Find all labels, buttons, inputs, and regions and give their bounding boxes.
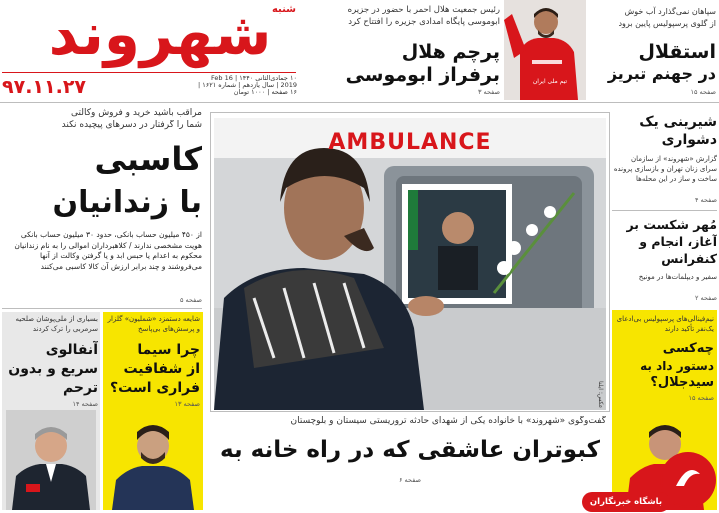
bottom-left-page: صفحه ۱۴ <box>72 400 98 408</box>
top-right-teaser <box>504 0 719 100</box>
top-middle-teaser <box>312 0 504 100</box>
bottom-mid-headline-2: از شفافیت <box>123 361 200 377</box>
lead-body: از ۴۵۰ میلیون حساب بانکی، حدود ۳۰ میلیون حساب بانکی هویت مشخصی ندارند / کلاهبرداران اموالی را به نام زندانیان محکوم به اعدام یا حبس ابد و یا گرفتن وکالت از آنها می‌فروشند و چند برابر ارزش آن کالا کاسبی می‌کنند <box>14 230 202 271</box>
bottom-left-headline-3: ترحم <box>62 380 98 396</box>
masthead-rule <box>2 72 296 73</box>
bottom-mid-story <box>103 312 203 510</box>
masthead <box>0 0 300 100</box>
photo-credit: عکس: ایلنا <box>597 380 604 408</box>
top-right-kicker-2: از گلوی پرسپولیس پایین برود <box>618 19 716 28</box>
right-story2-page: صفحه ۲ <box>694 294 717 302</box>
right-story1-body: گزارش «شهروند» از سازمان سرای زنان تهران و بازسازی پرونده ساخت و ساز در این محله‌ها <box>613 155 717 183</box>
right-story3-page: صفحه ۱۵ <box>688 394 714 402</box>
top-right-headline-2: در جهنم تبریز <box>607 64 716 83</box>
bottom-left-headline-2: سریع و بدون <box>8 361 98 377</box>
right-story3-kicker: نیم‌فینالی‌های پرسپولیس بی‌ادعای یک‌نفر تأکید دارند <box>616 315 714 333</box>
bottom-left-headline-1: آنفالوی <box>45 342 98 358</box>
bottom-mid-page: صفحه ۱۳ <box>174 400 200 408</box>
lead-headline-1: کاسبی <box>94 140 202 178</box>
right-story2-headline-1: مُهر شکست بر <box>626 217 717 232</box>
right-story3-headline-1: چه‌کسی <box>662 341 714 356</box>
right-story3-headline-3: سیدجلال؟ <box>650 375 714 390</box>
lead-page: صفحه ۵ <box>179 296 202 304</box>
ambulance-text: AMBULANCE <box>328 130 492 155</box>
bottom-mid-headline-3: فراری است؟ <box>110 380 200 396</box>
right-story2-headline-2: آغاز، انجام و <box>639 234 717 249</box>
right-story2-headline-3: کنفرانس <box>661 251 717 266</box>
right-story1-page: صفحه ۴ <box>694 196 717 204</box>
main-page: صفحه ۶ <box>398 476 422 484</box>
right-story3-headline-2: دستور داد به <box>640 359 714 373</box>
newspaper-logo: شهروند <box>48 0 272 68</box>
watermark-label: باشگاه خبرنگاران <box>589 497 663 507</box>
top-right-kicker-1: سپاهان نمی‌گذارد آب خوش <box>624 7 716 16</box>
top-middle-page: صفحه ۳ <box>477 88 500 96</box>
left-column <box>0 100 205 513</box>
right-story1-headline-2: دشواری <box>661 132 717 148</box>
lead-kicker-1: مراقب باشید خرید و فروش وکالتی <box>71 108 202 118</box>
coach-portrait-icon <box>6 410 96 510</box>
top-right-page: صفحه ۱۵ <box>690 88 716 96</box>
top-middle-kicker: رئیس جمعیت هلال احمر با حضور در جزیره ابوموسی پایگاه امدادی جزیره را افتتاح کرد <box>347 5 500 27</box>
main-caption-kicker: گفت‌وگوی «شهروند» با خانواده یکی از شهدای حادثه تروریستی سیستان و بلوچستان <box>290 416 606 426</box>
ambulance-scene-icon <box>214 118 606 410</box>
actor-portrait-icon <box>108 410 198 510</box>
weekday-label: شنبه <box>271 4 296 15</box>
main-photo <box>214 118 606 410</box>
top-middle-headline-2: برفراز ابوموسی <box>345 64 500 86</box>
main-headline: کبوتران عاشقی که در راه خانه به <box>220 437 600 463</box>
top-middle-headline-1: پرچم هلال <box>401 41 500 63</box>
issue-date-number: ۹۷.۱۱.۲۷ <box>2 76 87 98</box>
jersey-text: تیم ملی ایران <box>532 78 568 85</box>
bottom-left-kicker: بسیاری از ملی‌پوشان صلحیه سرمربی را ترک کردند <box>15 315 98 333</box>
bottom-mid-headline-1: چرا سیما <box>137 342 200 358</box>
bottom-left-story <box>2 312 100 510</box>
left-divider <box>2 308 202 309</box>
top-right-headline-1: استقلال <box>638 41 716 63</box>
lead-headline-2: با زندانیان <box>52 185 202 220</box>
football-player-photo <box>504 0 586 100</box>
right-story2-body: سفیر و دیپلمات‌ها در مونیخ <box>638 273 717 281</box>
right-story1-headline-1: شیرینی یک <box>639 114 717 130</box>
bottom-mid-kicker: شایعه دستمزد «شملیون» گلزار و پرسش‌های بی‌پاسخ <box>107 315 200 333</box>
lead-kicker-2: شما را گرفتار در دسرهای پیچیده نکند <box>61 120 202 130</box>
right-divider-1 <box>612 210 717 211</box>
dateline: ۱۰ جمادی‌الثانی ۱۴۴۰ | 16 Feb 2019 | سال یازدهم | شماره ۱۶۲۱ | ۱۶ صفحه | ۱۰۰۰ تومان <box>197 75 297 96</box>
